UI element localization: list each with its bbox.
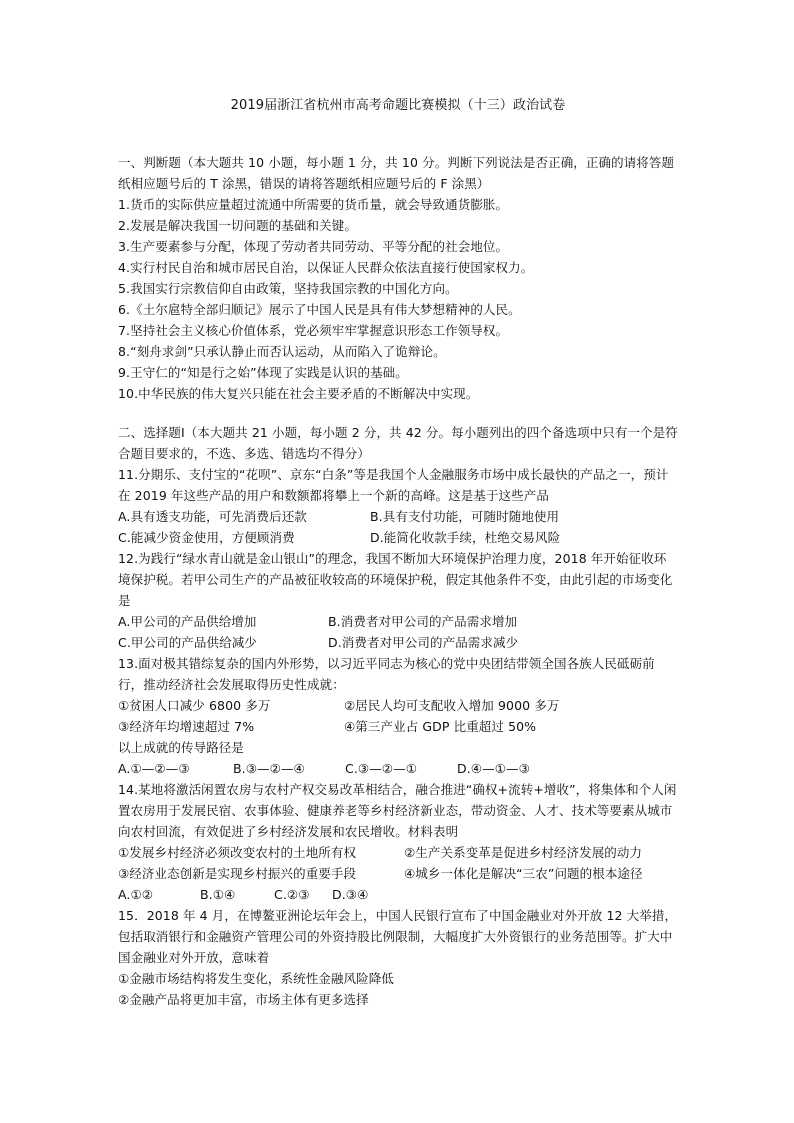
question-12-options-row	[118, 611, 678, 632]
question-15-stem: 15．2018 年 4 月，在博鳌亚洲论坛年会上，中国人民银行宣布了中国金融业对外开放 12 大举措，包括取消银行和金融资产管理公司的外资持股比例限制，大幅度扩大外资银行的业务范围等。扩大中国金融业对外开放，意味着	[118, 908, 678, 965]
statement-1: ①贫困人口减少 6800 多万	[118, 698, 271, 713]
statement-1: ①金融市场结构将发生变化，系统性金融风险降低	[118, 971, 394, 986]
option-b: B.①④	[200, 887, 236, 902]
statement-4: ④城乡一体化是解决“三农”问题的根本途径	[404, 866, 643, 881]
option-c: C.③—②—①	[345, 761, 418, 776]
option-b: B.③—②—④	[233, 761, 305, 776]
option-c: C.甲公司的产品供给减少	[118, 635, 257, 650]
section-gap	[118, 404, 678, 422]
question-12-stem: 12.为践行“绿水青山就是金山银山”的理念，我国不断加大环境保护治理力度，2018 年开始征收环境保护税。若甲公司生产的产品被征收较高的环境保护税，假定其他条件不变，由此引起的市场变化是	[118, 551, 673, 608]
question-14-options-row	[118, 884, 678, 905]
section-header-choice: 二、选择题Ⅰ（本大题共 21 小题，每小题 2 分，共 42 分。每小题列出的四个备选项中只有一个是符合题目要求的，不选、多选、错选均不得分）	[118, 425, 678, 461]
question-13-options-row	[118, 758, 678, 779]
question-14-stem: 14.某地将激活闲置农房与农村产权交易改革相结合，融合推进“确权+流转+增收”，将集体和个人闲置农房用于发展民宿、农事体验、健康养老等乡村经济新业态，带动资金、人才、技术等要素从城市向农村回流，有效促进了乡村经济发展和农民增收。材料表明	[118, 782, 677, 839]
option-d: D.能简化收款手续，杜绝交易风险	[370, 530, 561, 545]
judgment-item: 1.货币的实际供应量超过流通中所需要的货币量，就会导致通货膨胀。	[118, 197, 509, 212]
option-a: A.①②	[118, 887, 154, 902]
judgment-item: 5.我国实行宗教信仰自由政策，坚持我国宗教的中国化方向。	[118, 281, 458, 296]
question-11-options-row	[118, 527, 678, 548]
statement-2: ②生产关系变革是促进乡村经济发展的动力	[404, 845, 643, 860]
question-11-options-row	[118, 506, 678, 527]
question-13-statements-row	[118, 695, 678, 716]
judgment-item: 4.实行村民自治和城市居民自治，以保证人民群众依法直接行使国家权力。	[118, 260, 534, 275]
statement-1: ①发展乡村经济必须改变农村的土地所有权	[118, 845, 357, 860]
option-d: D.③④	[332, 887, 369, 902]
question-11-stem: 11.分期乐、支付宝的“花呗”、京东“白条”等是我国个人金融服务市场中成长最快的产品之一，预计在 2019 年这些产品的用户和数额都将攀上一个新的高峰。这是基于这些产品	[118, 467, 669, 503]
judgment-item: 2.发展是解决我国一切问题的基础和关键。	[118, 218, 357, 233]
question-13-statements-row	[118, 716, 678, 737]
statement-2: ②居民人均可支配收入增加 9000 多万	[344, 698, 560, 713]
option-d: D.消费者对甲公司的产品需求减少	[328, 635, 519, 650]
question-14-statements-row	[118, 842, 678, 863]
judgment-item: 3.生产要素参与分配，体现了劳动者共同劳动、平等分配的社会地位。	[118, 239, 509, 254]
option-c: C.②③	[274, 887, 310, 902]
judgment-item: 6.《土尔扈特全部归顺记》展示了中国人民是具有伟大梦想精神的人民。	[118, 302, 521, 317]
statement-3: ③经济业态创新是实现乡村振兴的重要手段	[118, 866, 357, 881]
section-header-judgment: 一、判断题（本大题共 10 小题，每小题 1 分，共 10 分。判断下列说法是否正确，正确的请将答题纸相应题号后的 T 涂黑，错误的请将答题纸相应题号后的 F 涂黑）	[118, 155, 675, 191]
question-14-statements-row	[118, 863, 678, 884]
option-a: A.①—②—③	[118, 761, 190, 776]
document-content	[118, 96, 678, 1010]
option-a: A.具有透支功能，可先消费后还款	[118, 509, 307, 524]
option-c: C.能减少资金使用，方便顾消费	[118, 530, 295, 545]
judgment-item: 9.王守仁的“知是行之始”体现了实践是认识的基础。	[118, 365, 408, 380]
question-13-tail: 以上成就的传导路径是	[118, 740, 245, 755]
judgment-item: 7.坚持社会主义核心价值体系，党必须牢牢掌握意识形态工作领导权。	[118, 323, 509, 338]
option-b: B.具有支付功能，可随时随地使用	[370, 509, 560, 524]
option-b: B.消费者对甲公司的产品需求增加	[328, 614, 518, 629]
statement-2: ②金融产品将更加丰富，市场主体有更多选择	[118, 992, 369, 1007]
judgment-item: 8.“刻舟求剑”只承认静止而否认运动，从而陷入了诡辩论。	[118, 344, 446, 359]
judgment-item: 10.中华民族的伟大复兴只能在社会主要矛盾的不断解决中实现。	[118, 386, 479, 401]
option-a: A.甲公司的产品供给增加	[118, 614, 257, 629]
option-d: D.④—①—③	[457, 761, 530, 776]
statement-4: ④第三产业占 GDP 比重超过 50%	[344, 719, 537, 734]
page-title: 2019届浙江省杭州市高考命题比赛模拟（十三）政治试卷	[230, 98, 566, 113]
question-12-options-row	[118, 632, 678, 653]
statement-3: ③经济年均增速超过 7%	[118, 719, 255, 734]
question-13-stem: 13.面对极其错综复杂的国内外形势，以习近平同志为核心的党中央团结带领全国各族人民砥砺前行，推动经济社会发展取得历史性成就：	[118, 656, 655, 692]
